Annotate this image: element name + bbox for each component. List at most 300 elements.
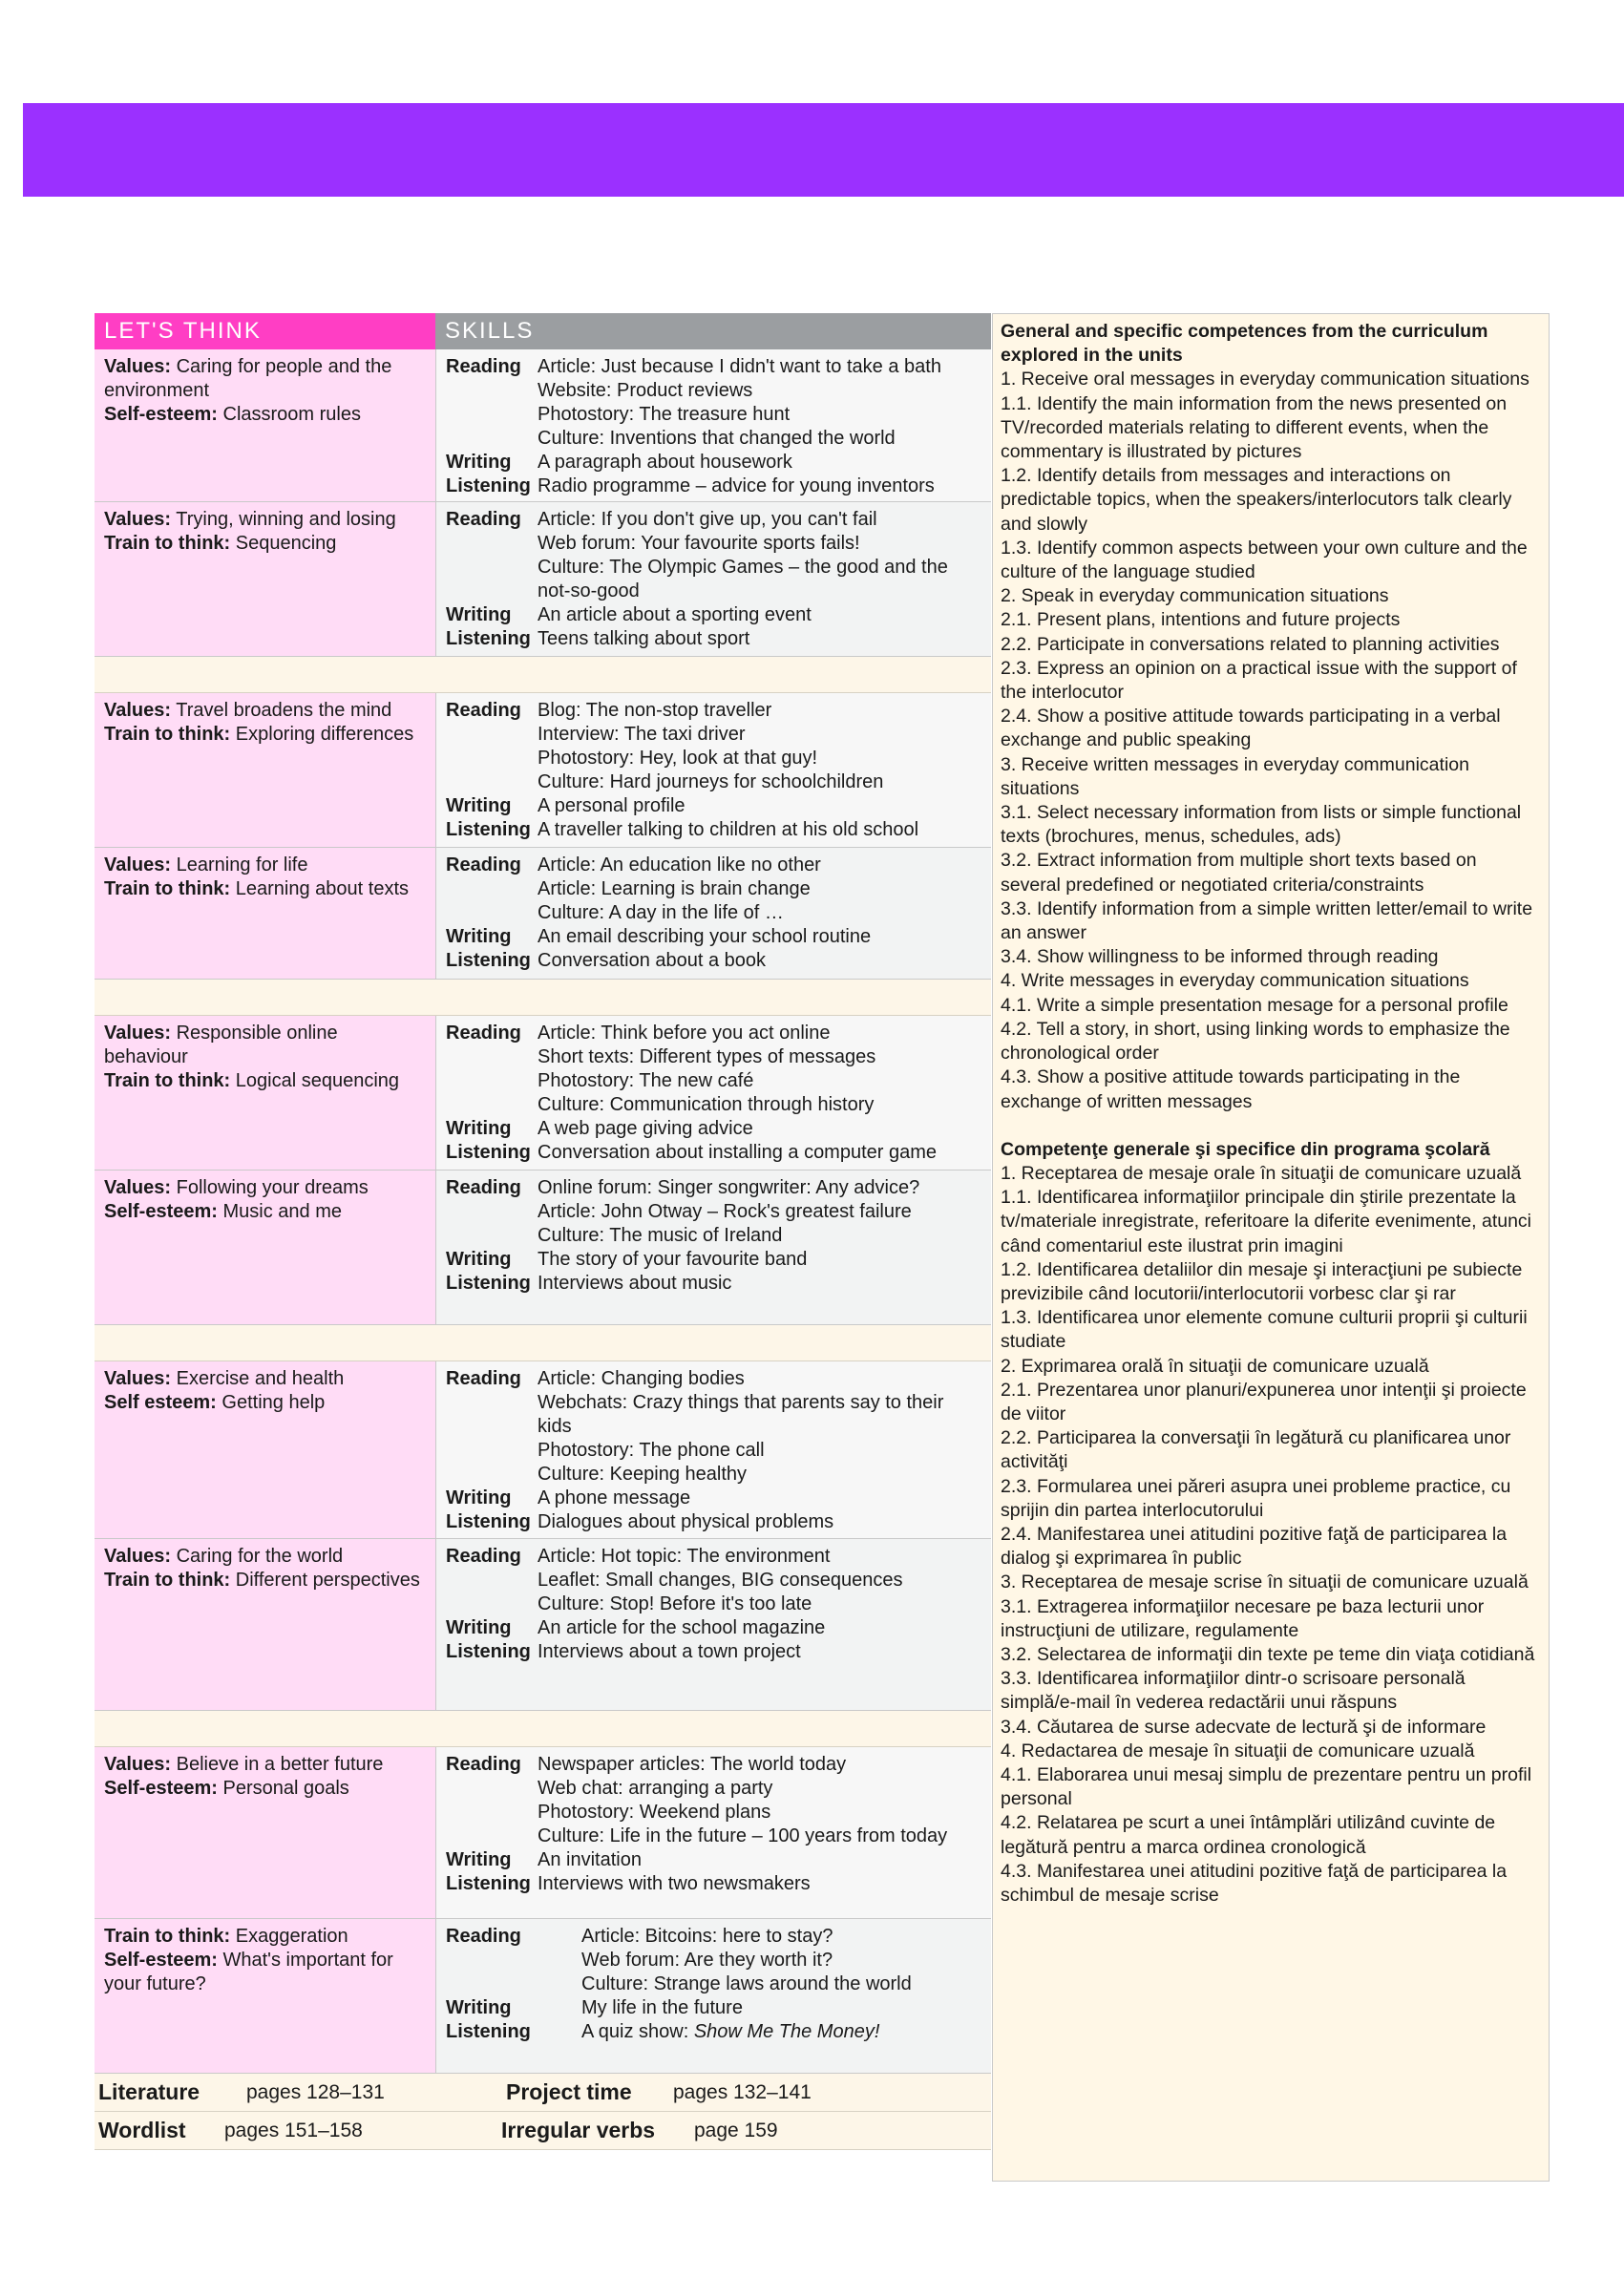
think-text: Trying, winning and losing bbox=[176, 509, 396, 530]
skill-text-main: My life in the future bbox=[581, 1997, 743, 2018]
skill-label: Writing bbox=[446, 1118, 512, 1139]
skill-label bbox=[446, 1949, 581, 1972]
think-text: Different perspectives bbox=[235, 1570, 420, 1591]
competence-item: 2.4. Show a positive attitude towards participating in a verbal exchange and public speaking bbox=[1001, 706, 1501, 751]
skill-line bbox=[446, 901, 981, 925]
skill-text-main: An invitation bbox=[538, 1849, 642, 1870]
unit-row bbox=[95, 349, 991, 502]
skill-label bbox=[446, 1224, 538, 1248]
skill-text bbox=[538, 532, 860, 556]
competence-item: 2.2. Participarea la conversaţii în legătură cu planificarea unor activităţi bbox=[1001, 1427, 1511, 1473]
competence-item: 4.1. Write a simple presentation mesage for a personal profile bbox=[1001, 994, 1508, 1016]
skill-line bbox=[446, 355, 981, 379]
skill-line bbox=[446, 1848, 981, 1872]
think-label: Values: bbox=[104, 1177, 172, 1198]
skill-line bbox=[446, 1949, 981, 1972]
skill-line bbox=[446, 1367, 981, 1391]
skill-text bbox=[538, 1569, 902, 1592]
lets-think-cell bbox=[95, 349, 435, 501]
skill-text-main: Article: Just because I didn't want to take a bath bbox=[538, 356, 941, 377]
skill-label bbox=[446, 1093, 538, 1117]
competence-item: 1.1. Identificarea informaţiilor principale din ştirile prezentate la tv/materiale inregistrate, referitoare la diferite evenimente, atunci când comentariul este ilustrat prin imagini bbox=[1001, 1187, 1532, 1256]
competence-item: 2. Speak in everyday communication situations bbox=[1001, 585, 1389, 607]
skill-label: Writing bbox=[446, 926, 512, 947]
skill-line bbox=[446, 1141, 981, 1165]
competence-item: 2.1. Prezentarea unor planuri/expunerea unor intenţii şi proiecte de viitor bbox=[1001, 1379, 1527, 1424]
skills-cell bbox=[435, 848, 991, 979]
skill-text-main: Culture: The Olympic Games – the good and the not-so-good bbox=[538, 557, 948, 601]
skill-line bbox=[446, 854, 981, 877]
lets-think-cell bbox=[95, 1171, 435, 1324]
think-label: Values: bbox=[104, 854, 172, 875]
skill-text bbox=[538, 818, 918, 842]
think-label: Train to think: bbox=[104, 878, 231, 899]
skill-text-main: Interviews about a town project bbox=[538, 1641, 801, 1662]
skill-text-main: Article: Bitcoins: here to stay? bbox=[581, 1926, 833, 1947]
think-label: Values: bbox=[104, 509, 172, 530]
project-label: Project time bbox=[506, 2079, 632, 2104]
think-text: Believe in a better future bbox=[176, 1754, 384, 1775]
skill-text bbox=[538, 1272, 731, 1296]
skill-text bbox=[538, 723, 746, 747]
competence-item: 1.1. Identify the main information from the news presented on TV/recorded materials relating to different events, when the commentary is illustrated by pictures bbox=[1001, 392, 1508, 463]
competence-item: 3.1. Extragerea informaţiilor necesare pe baza lecturii unor instrucţiuni de utilizare, regulamente bbox=[1001, 1595, 1485, 1641]
skill-text bbox=[538, 1510, 833, 1534]
skill-text-main: Culture: Hard journeys for schoolchildren bbox=[538, 771, 884, 792]
skill-text-main: Interviews with two newsmakers bbox=[538, 1873, 811, 1894]
skill-text-main: Conversation about installing a computer game bbox=[538, 1142, 938, 1163]
skill-text bbox=[538, 1487, 690, 1510]
competence-item: 4. Write messages in everyday communication situations bbox=[1001, 970, 1469, 992]
skill-text bbox=[538, 1391, 981, 1439]
skill-line bbox=[446, 2020, 981, 2044]
skill-text bbox=[538, 949, 766, 973]
skill-text-main: Web forum: Your favourite sports fails! bbox=[538, 533, 860, 554]
skill-line bbox=[446, 1801, 981, 1825]
skill-line bbox=[446, 508, 981, 532]
skill-label: Listening bbox=[446, 1873, 531, 1894]
skill-text-main: Newspaper articles: The world today bbox=[538, 1754, 847, 1775]
think-text: Caring for the world bbox=[176, 1546, 344, 1567]
think-item bbox=[104, 699, 426, 723]
skill-label: Writing bbox=[446, 452, 512, 473]
skill-text bbox=[538, 1200, 912, 1224]
think-text: Learning about texts bbox=[235, 878, 410, 899]
skill-text bbox=[538, 508, 877, 532]
think-item bbox=[104, 1367, 426, 1391]
skill-text bbox=[538, 1640, 801, 1664]
lets-think-cell bbox=[95, 693, 435, 847]
think-item bbox=[104, 1569, 426, 1592]
skill-label bbox=[446, 1069, 538, 1093]
skill-label bbox=[446, 556, 538, 603]
skill-line bbox=[446, 818, 981, 842]
lets-think-cell bbox=[95, 502, 435, 656]
competence-item: 3. Receive written messages in everyday communication situations bbox=[1001, 753, 1469, 799]
think-label: Self-esteem: bbox=[104, 1778, 218, 1799]
skill-text-main: A web page giving advice bbox=[538, 1118, 753, 1139]
skill-text bbox=[538, 475, 935, 498]
skill-text bbox=[538, 1176, 919, 1200]
skill-label: Listening bbox=[446, 1142, 531, 1163]
skill-line bbox=[446, 1117, 981, 1141]
skills-cell bbox=[435, 1747, 991, 1918]
contents-table bbox=[95, 313, 991, 2150]
skill-label: Reading bbox=[446, 1368, 521, 1389]
header-lets-think: LET'S THINK bbox=[95, 313, 435, 349]
skill-line bbox=[446, 1972, 981, 1996]
competence-item: 1. Receive oral messages in everyday communication situations bbox=[1001, 369, 1529, 390]
skills-cell bbox=[435, 1919, 991, 2073]
competence-item: 3.4. Show willingness to be informed through reading bbox=[1001, 946, 1439, 968]
skill-label: Writing bbox=[446, 1617, 512, 1638]
skill-label bbox=[446, 1825, 538, 1848]
skill-text bbox=[538, 1367, 745, 1391]
skill-text bbox=[581, 1972, 912, 1996]
skill-text-main: Teens talking about sport bbox=[538, 628, 750, 649]
skill-line bbox=[446, 1200, 981, 1224]
unit-row bbox=[95, 1539, 991, 1711]
skills-cell bbox=[435, 502, 991, 656]
competence-item: 1.3. Identify common aspects between your own culture and the culture of the language studied bbox=[1001, 537, 1528, 583]
skill-line bbox=[446, 379, 981, 403]
skill-text bbox=[538, 403, 790, 427]
skill-text-main: Culture: Stop! Before it's too late bbox=[538, 1593, 812, 1614]
think-item bbox=[104, 854, 426, 877]
skill-text bbox=[538, 1753, 846, 1777]
skill-line bbox=[446, 1045, 981, 1069]
skill-label bbox=[446, 1592, 538, 1616]
skill-text-main: Article: John Otway – Rock's greatest failure bbox=[538, 1201, 912, 1222]
think-item bbox=[104, 1200, 426, 1224]
skill-label: Writing bbox=[446, 1997, 512, 2018]
skill-label: Reading bbox=[446, 700, 521, 721]
skill-text bbox=[538, 794, 685, 818]
competence-item: 3.2. Selectarea de informaţii din texte pe teme din viaţa cotidiană bbox=[1001, 1643, 1535, 1665]
skill-text-main: Web chat: arranging a party bbox=[538, 1778, 773, 1799]
skill-line bbox=[446, 627, 981, 651]
skill-text-main: Photostory: The phone call bbox=[538, 1440, 765, 1461]
skill-text bbox=[538, 1069, 753, 1093]
skill-text bbox=[538, 901, 784, 925]
competence-item: 1.2. Identify details from messages and interactions on predictable topics, when the speakers/interlocutors talk clearly and slowly bbox=[1001, 465, 1512, 535]
competence-item: 4. Redactarea de mesaje în situaţii de comunicare uzuală bbox=[1001, 1740, 1475, 1761]
skill-label: Writing bbox=[446, 1849, 512, 1870]
think-label: Self esteem: bbox=[104, 1392, 217, 1413]
skills-cell bbox=[435, 349, 991, 501]
skill-label bbox=[446, 532, 538, 556]
skill-text bbox=[538, 770, 883, 794]
skill-line bbox=[446, 451, 981, 475]
competences-list-ro bbox=[1001, 1162, 1541, 1908]
skill-line bbox=[446, 1825, 981, 1848]
competence-item: 3. Receptarea de mesaje scrise în situaţii de comunicare uzuală bbox=[1001, 1571, 1529, 1593]
competence-item: 1. Receptarea de mesaje orale în situaţii de comunicare uzuală bbox=[1001, 1162, 1522, 1184]
skill-text-main: Photostory: Weekend plans bbox=[538, 1802, 771, 1823]
skills-cell bbox=[435, 1171, 991, 1324]
think-label: Train to think: bbox=[104, 724, 231, 745]
skill-line bbox=[446, 427, 981, 451]
competences-title-ro: Competenţe generale şi specifice din programa şcolară bbox=[1001, 1138, 1490, 1160]
skill-text-main: Article: Changing bodies bbox=[538, 1368, 745, 1389]
skill-line bbox=[446, 1272, 981, 1296]
competence-item: 2.4. Manifestarea unei atitudini pozitive faţă de participarea la dialog şi exprimarea în public bbox=[1001, 1523, 1508, 1570]
skill-text bbox=[538, 603, 812, 627]
skill-text bbox=[538, 1616, 825, 1640]
unit-row bbox=[95, 693, 991, 848]
skill-label: Writing bbox=[446, 1249, 512, 1270]
skill-line bbox=[446, 794, 981, 818]
table-header bbox=[95, 313, 991, 349]
skill-text-main: The story of your favourite band bbox=[538, 1249, 808, 1270]
skill-text-main: Culture: Strange laws around the world bbox=[581, 1973, 912, 1994]
skill-line bbox=[446, 1545, 981, 1569]
think-item bbox=[104, 1753, 426, 1777]
skill-text bbox=[538, 699, 771, 723]
skill-text bbox=[538, 1777, 772, 1801]
skill-line bbox=[446, 1996, 981, 2020]
skill-text-main: Leaflet: Small changes, BIG consequences bbox=[538, 1570, 903, 1591]
think-item bbox=[104, 1391, 426, 1415]
skill-line bbox=[446, 1487, 981, 1510]
think-text: What's important for your future? bbox=[104, 1950, 393, 1994]
wordlist-label: Wordlist bbox=[98, 2118, 186, 2142]
skill-line bbox=[446, 603, 981, 627]
skill-label: Reading bbox=[446, 356, 521, 377]
skill-line bbox=[446, 1224, 981, 1248]
skill-text bbox=[538, 1117, 753, 1141]
skill-line bbox=[446, 556, 981, 603]
skill-text-main: Article: Hot topic: The environment bbox=[538, 1546, 831, 1567]
skill-text-main: Conversation about a book bbox=[538, 950, 767, 971]
think-label: Values: bbox=[104, 700, 172, 721]
think-text: Learning for life bbox=[176, 854, 308, 875]
competence-item: 1.3. Identificarea unor elemente comune culturii proprii şi culturii studiate bbox=[1001, 1307, 1528, 1353]
lets-think-cell bbox=[95, 1361, 435, 1538]
skill-text bbox=[538, 1825, 947, 1848]
think-text: Getting help bbox=[221, 1392, 326, 1413]
skill-text-main: Online forum: Singer songwriter: Any advice? bbox=[538, 1177, 920, 1198]
skill-label bbox=[446, 1439, 538, 1463]
skill-label bbox=[446, 403, 538, 427]
think-label: Self-esteem: bbox=[104, 404, 218, 425]
skill-label: Listening bbox=[446, 1511, 531, 1532]
skill-text-main: Article: If you don't give up, you can't fail bbox=[538, 509, 877, 530]
skill-text-main: Culture: Life in the future – 100 years from today bbox=[538, 1825, 948, 1846]
think-item bbox=[104, 1925, 426, 1949]
unit-row bbox=[95, 1919, 991, 2074]
skill-text bbox=[538, 627, 749, 651]
competence-item: 3.3. Identificarea informaţiilor dintr-o scrisoare personală simplă/e-mail în vederea redactării unui răspuns bbox=[1001, 1668, 1466, 1714]
competence-item: 4.3. Show a positive attitude towards participating in the exchange of written messages bbox=[1001, 1066, 1461, 1112]
competence-item: 2. Exprimarea orală în situaţii de comunicare uzuală bbox=[1001, 1355, 1429, 1377]
skill-label: Reading bbox=[446, 1546, 521, 1567]
skill-text-main: Photostory: Hey, look at that guy! bbox=[538, 748, 818, 769]
think-label: Values: bbox=[104, 1754, 172, 1775]
skill-label bbox=[446, 1200, 538, 1224]
think-text: Travel broadens the mind bbox=[176, 700, 392, 721]
skill-label bbox=[446, 1045, 538, 1069]
skill-text bbox=[538, 925, 871, 949]
skill-label bbox=[446, 1463, 538, 1487]
skill-text-italic: Show Me The Money! bbox=[693, 2021, 880, 2042]
skills-cell bbox=[435, 1361, 991, 1538]
think-item bbox=[104, 1949, 426, 1996]
literature-label: Literature bbox=[98, 2079, 200, 2104]
competence-item: 4.1. Elaborarea unui mesaj simplu de prezentare pentru un profil personal bbox=[1001, 1763, 1532, 1810]
skill-label: Reading bbox=[446, 1177, 521, 1198]
skill-text-main: Blog: The non-stop traveller bbox=[538, 700, 772, 721]
skill-label bbox=[446, 379, 538, 403]
think-text: Sequencing bbox=[235, 533, 337, 554]
skill-text-main: Dialogues about physical problems bbox=[538, 1511, 834, 1532]
skill-text bbox=[538, 379, 752, 403]
literature-pages: pages 128–131 bbox=[246, 2080, 385, 2103]
skill-text-main: An email describing your school routine bbox=[538, 926, 872, 947]
skill-line bbox=[446, 1872, 981, 1896]
competence-item: 3.4. Căutarea de surse adecvate de lectură şi de informare bbox=[1001, 1716, 1487, 1738]
skill-label bbox=[446, 770, 538, 794]
skills-cell bbox=[435, 1539, 991, 1710]
skill-text-main: Culture: The music of Ireland bbox=[538, 1225, 783, 1246]
skill-label: Listening bbox=[446, 2021, 531, 2042]
skill-label: Writing bbox=[446, 1487, 512, 1508]
think-label: Values: bbox=[104, 356, 172, 377]
skill-text-main: Interview: The taxi driver bbox=[538, 724, 746, 745]
competence-item: 2.3. Formularea unei păreri asupra unei probleme practice, cu sprijin din partea interlocutorului bbox=[1001, 1475, 1511, 1521]
skill-text bbox=[581, 1996, 743, 2020]
think-text: Caring for people and the environment bbox=[104, 356, 392, 401]
skill-label bbox=[446, 1777, 538, 1801]
skill-label bbox=[446, 1801, 538, 1825]
think-text: Exercise and health bbox=[176, 1368, 345, 1389]
skill-label bbox=[446, 901, 538, 925]
skill-label bbox=[446, 1569, 538, 1592]
skill-text bbox=[538, 1463, 747, 1487]
skill-label: Reading bbox=[446, 1926, 521, 1947]
skill-text bbox=[538, 747, 817, 770]
skill-line bbox=[446, 699, 981, 723]
think-label: Train to think: bbox=[104, 1070, 231, 1091]
competence-item: 1.2. Identificarea detaliilor din mesaje şi interacţiuni pe subiecte previzibile când locutorii/interlocutorii vorbesc clar şi rar bbox=[1001, 1258, 1523, 1304]
skill-text-main: An article for the school magazine bbox=[538, 1617, 826, 1638]
irregular-verbs-pages: page 159 bbox=[694, 2119, 778, 2141]
competence-item: 2.1. Present plans, intentions and future projects bbox=[1001, 609, 1401, 631]
skill-text-main: Photostory: The treasure hunt bbox=[538, 404, 791, 425]
skill-text bbox=[538, 556, 981, 603]
skill-line bbox=[446, 925, 981, 949]
skill-text-main: Short texts: Different types of messages bbox=[538, 1046, 876, 1067]
skill-line bbox=[446, 1616, 981, 1640]
skill-label: Reading bbox=[446, 1754, 521, 1775]
skill-label bbox=[446, 427, 538, 451]
think-item bbox=[104, 508, 426, 532]
skill-label: Reading bbox=[446, 854, 521, 875]
think-label: Train to think: bbox=[104, 533, 231, 554]
skill-text bbox=[538, 1848, 642, 1872]
skill-text-main: A personal profile bbox=[538, 795, 685, 816]
skill-line bbox=[446, 1022, 981, 1045]
think-item bbox=[104, 532, 426, 556]
skill-label: Writing bbox=[446, 604, 512, 625]
skill-line bbox=[446, 949, 981, 973]
skill-text-main: Article: Think before you act online bbox=[538, 1023, 831, 1044]
purple-banner bbox=[23, 103, 1624, 197]
think-item bbox=[104, 1777, 426, 1801]
skill-text-main: A phone message bbox=[538, 1487, 691, 1508]
skill-label: Listening bbox=[446, 1641, 531, 1662]
lets-think-cell bbox=[95, 1747, 435, 1918]
competences-title-en: General and specific competences from the curriculum explored in the units bbox=[1001, 321, 1488, 367]
lets-think-cell bbox=[95, 1016, 435, 1170]
skill-line bbox=[446, 747, 981, 770]
skill-text-main: Article: An education like no other bbox=[538, 854, 821, 875]
think-label: Values: bbox=[104, 1368, 172, 1389]
skill-text bbox=[538, 1224, 782, 1248]
skill-text-main: A paragraph about housework bbox=[538, 452, 792, 473]
skill-text bbox=[538, 1872, 811, 1896]
competences-list-en bbox=[1001, 368, 1541, 1113]
skill-text bbox=[538, 1045, 875, 1069]
skills-cell bbox=[435, 1016, 991, 1170]
skill-line bbox=[446, 1093, 981, 1117]
skill-text bbox=[538, 877, 811, 901]
competences-panel bbox=[992, 313, 1550, 2182]
skill-line bbox=[446, 770, 981, 794]
skill-text-main: An article about a sporting event bbox=[538, 604, 812, 625]
skill-line bbox=[446, 1439, 981, 1463]
skill-text-main: Photostory: The new café bbox=[538, 1070, 754, 1091]
think-label: Self-esteem: bbox=[104, 1950, 218, 1971]
skill-line bbox=[446, 1640, 981, 1664]
think-item bbox=[104, 723, 426, 747]
skill-text bbox=[581, 1925, 833, 1949]
think-text: Classroom rules bbox=[222, 404, 361, 425]
skill-label: Listening bbox=[446, 1273, 531, 1294]
skill-text bbox=[538, 1093, 874, 1117]
lets-think-cell bbox=[95, 1919, 435, 2073]
unit-separator bbox=[95, 1711, 991, 1747]
skill-text bbox=[581, 2020, 879, 2044]
skill-label bbox=[446, 723, 538, 747]
competence-item: 4.3. Manifestarea unei atitudini pozitive faţă de participarea la schimbul de mesaje scrise bbox=[1001, 1860, 1508, 1906]
competence-item: 4.2. Tell a story, in short, using linking words to emphasize the chronological order bbox=[1001, 1018, 1510, 1065]
unit-separator bbox=[95, 980, 991, 1016]
think-text: Following your dreams bbox=[176, 1177, 369, 1198]
skill-label: Listening bbox=[446, 628, 531, 649]
skill-text bbox=[538, 451, 792, 475]
skill-text bbox=[538, 854, 821, 877]
skill-line bbox=[446, 475, 981, 498]
think-item bbox=[104, 1022, 426, 1069]
skill-line bbox=[446, 1463, 981, 1487]
skill-text bbox=[538, 1248, 807, 1272]
think-text: Music and me bbox=[222, 1201, 342, 1222]
think-item bbox=[104, 877, 426, 901]
skill-text-main: Webchats: Crazy things that parents say to their kids bbox=[538, 1392, 944, 1437]
lets-think-cell bbox=[95, 848, 435, 979]
competence-item: 4.2. Relatarea pe scurt a unei întâmplări utilizând cuvinte de legătură pentru a marca ordinea cronologică bbox=[1001, 1812, 1496, 1858]
skill-label: Reading bbox=[446, 1023, 521, 1044]
skill-label bbox=[446, 1972, 581, 1996]
unit-row bbox=[95, 848, 991, 980]
skill-label bbox=[446, 747, 538, 770]
skill-text-main: A quiz show: bbox=[581, 2021, 694, 2042]
think-text: Exaggeration bbox=[235, 1926, 348, 1947]
skill-text bbox=[538, 1022, 830, 1045]
skill-label: Listening bbox=[446, 950, 531, 971]
skill-text bbox=[538, 355, 941, 379]
